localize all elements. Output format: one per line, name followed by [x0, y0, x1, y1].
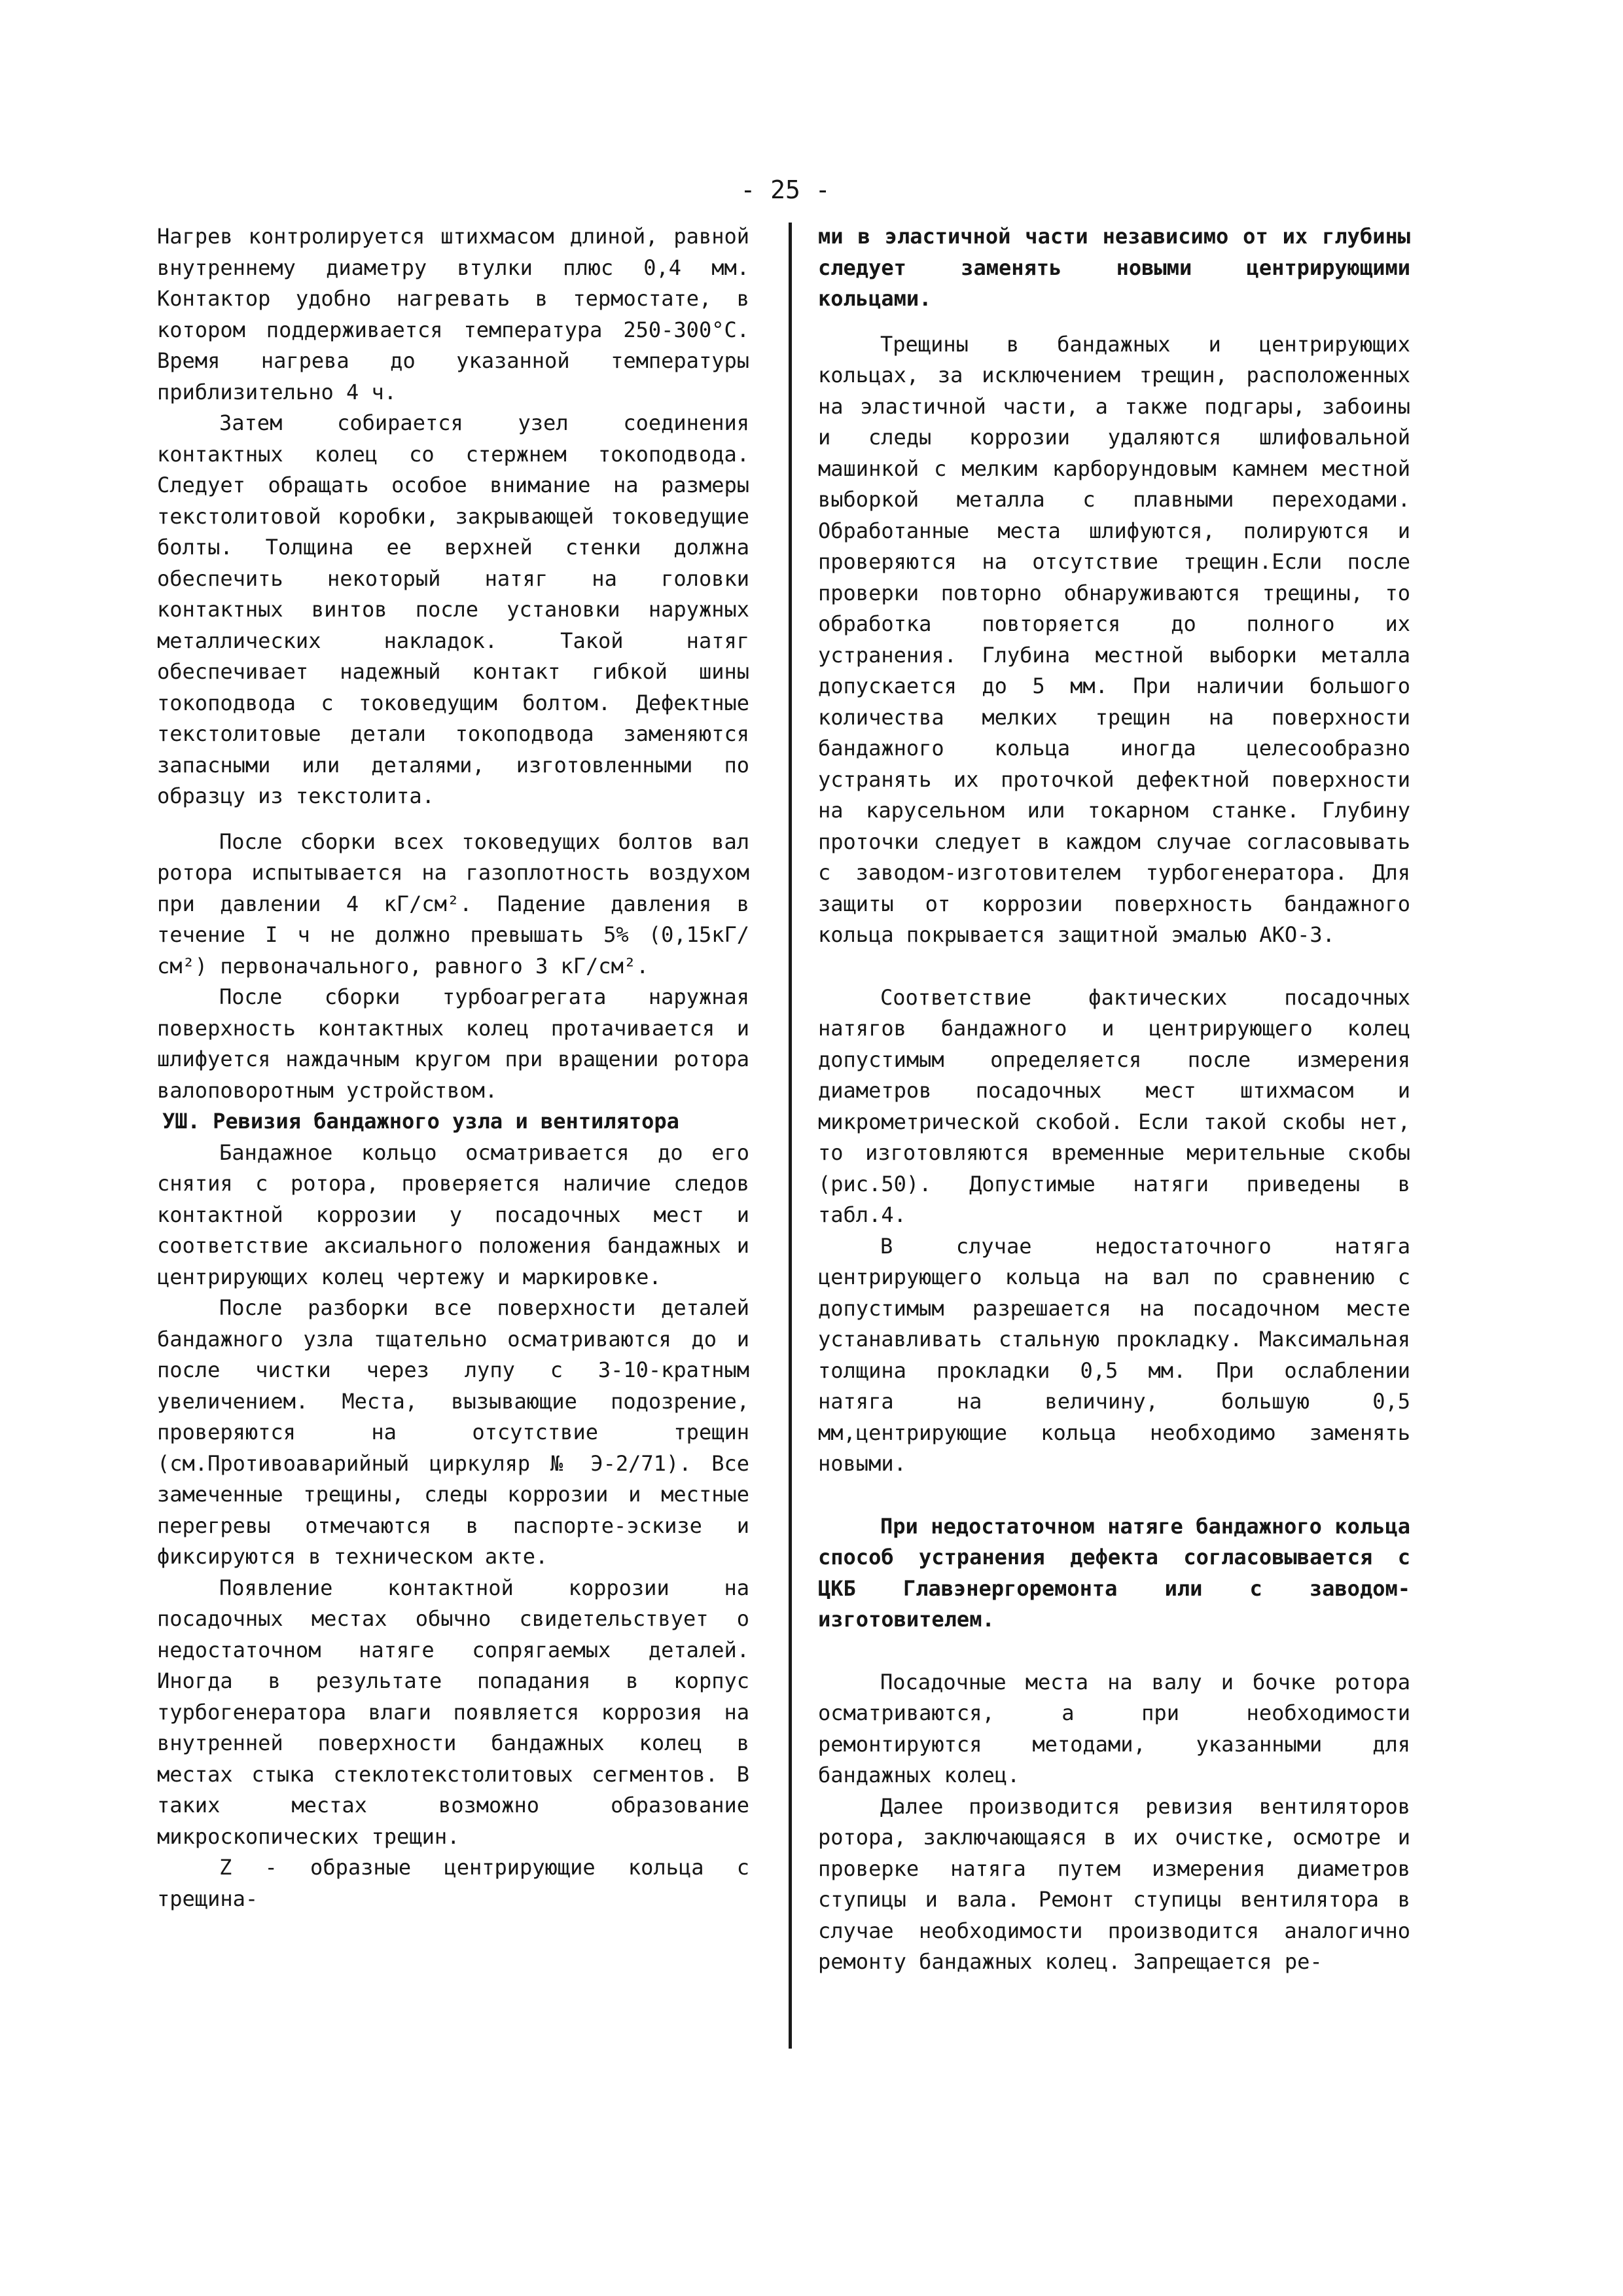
right-paragraph-6: Посадочные места на валу и бочке ротора осматриваются, а при необходимости ремонтируются методами, указанными для бандажных колец. — [818, 1669, 1410, 1787]
page-number: - 25 - — [740, 175, 830, 204]
right-paragraph-2: Трещины в бандажных и центрирующих кольцах, за исключением трещин, расположенных на эластичной части, а также подгары, забоины и следы коррозии удаляются шлифовальной машинкой с мелким карборундовым камнем местной выборкой металла с плавными переходами. Обработанные места шлифуются, полируются и проверяются на отсутствие трещин.Если после проверки повторно обнаруживаются трещины, то обработка повторяется до полного их устранения. Глубина местной выборки металла допускается до 5 мм. При наличии большого количества мелких трещин на поверхности бандажного кольца иногда целесообразно устранять их проточкой дефектной поверхности на карусельном или токарном станке. Глубину проточки следует в каждом случае согласовывать с заводом-изготовителем турбогенератора. Для защиты от коррозии поверхность бандажного кольца покрывается защитной эмалью АКО-3. — [818, 331, 1410, 947]
left-paragraph-3: После сборки всех токоведущих болтов вал ротора испытывается на газоплотность воздухом при давлении 4 кГ/см². Падение давления в течение I ч не должно превышать 5% (0,15кГ/см²) первоначального, равного 3 кГ/см². — [157, 829, 749, 978]
left-column — [157, 221, 749, 1914]
left-paragraph-1: Нагрев контролируется штихмасом длиной, равной внутреннему диаметру втулки плюс 0,4 мм. Контактор удобно нагревать в термостате, в котором поддерживается температура 250-300°С. Время нагрева до указанной температуры приблизительно 4 ч. — [157, 224, 749, 404]
left-paragraph-6: После разборки все поверхности деталей бандажного узла тщательно осматриваются до и после чистки через лупу с 3-10-кратным увеличением. Места, вызывающие подозрение, проверяются на отсутствие трещин (см.Противоаварийный циркуляр № Э-2/71). Все замеченные трещины, следы коррозии и местные перегревы отмечаются в паспорте-эскизе и фиксируются в техническом акте. — [157, 1295, 749, 1569]
right-paragraph-4: В случае недостаточного натяга центрирующего кольца на вал по сравнению с допустимым разрешается на посадочном месте устанавливать стальную прокладку. Максимальная толщина прокладки 0,5 мм. При ослаблении натяга на величину, большую 0,5 мм,центрирующие кольца необходимо заменять новыми. — [818, 1233, 1410, 1476]
right-paragraph-5: При недостаточном натяге бандажного кольца способ устранения дефекта согласовывается с ЦКБ Главэнергоремонта или с заводом-изготовителем. — [818, 1513, 1410, 1632]
column-divider — [789, 223, 792, 2049]
right-paragraph-3: Соответствие фактических посадочных натягов бандажного и центрирующего колец допустимым определяется после измерения диаметров посадочных мест штихмасом и микрометрической скобой. Если такой скобы нет, то изготовляются временные мерительные скобы (рис.50). Допустимые натяги приведены в табл.4. — [818, 984, 1410, 1227]
left-paragraph-4: После сборки турбоагрегата наружная поверхность контактных колец протачивается и шлифуется наждачным кругом при вращении ротора валоповоротным устройством. — [157, 984, 749, 1103]
left-paragraph-7: Появление контактной коррозии на посадочных местах обычно свидетельствует о недостаточном натяге сопрягаемых деталей. Иногда в результате попадания в корпус турбогенератора влаги появляется коррозия на внутренней поверхности бандажных колец в местах стыка стеклотекстолитовых сегментов. В таких местах возможно образование микроскопических трещин. — [157, 1575, 749, 1849]
left-paragraph-5: Бандажное кольцо осматривается до его снятия с ротора, проверяется наличие следов контактной коррозии у посадочных мест и соответствие аксиального положения бандажных и центрирующих колец чертежу и маркировке. — [157, 1139, 749, 1289]
right-paragraph-7: Далее производится ревизия вентиляторов ротора, заключающаяся в их очистке, осмотре и проверке натяга путем измерения диаметров ступицы и вала. Ремонт ступицы вентилятора в случае необходимости производится аналогично ремонту бандажных колец. Запрещается ре- — [818, 1793, 1410, 1974]
right-column — [818, 221, 1410, 1978]
left-paragraph-2: Затем собирается узел соединения контактных колец со стержнем токоподвода. Следует обращать особое внимание на размеры текстолитовой коробки, закрывающей токоведущие болты. Толщина ее верхней стенки должна обеспечить некоторый натяг на головки контактных винтов после установки наружных металлических накладок. Такой натяг обеспечивает надежный контакт гибкой шины токоподвода с токоведущим болтом. Дефектные текстолитовые детали токоподвода заменяются запасными или деталями, изготовленными по образцу из текстолита. — [157, 410, 749, 808]
section-heading: УШ. Ревизия бандажного узла и вентилятора — [162, 1109, 679, 1134]
right-paragraph-1: ми в эластичной части независимо от их глубины следует заменять новыми центрирующими кольцами. — [818, 224, 1410, 311]
left-paragraph-8: Z - образные центрирующие кольца с трещина- — [157, 1855, 749, 1911]
